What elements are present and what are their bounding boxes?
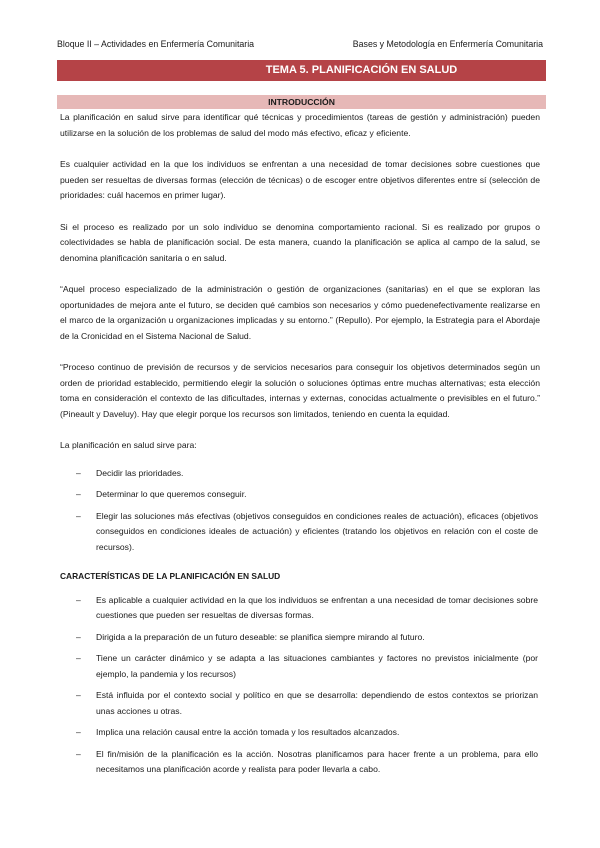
header-right: Bases y Metodología en Enfermería Comunitaria xyxy=(352,39,543,49)
list-item xyxy=(60,688,540,719)
body-content xyxy=(60,110,540,792)
list-item xyxy=(60,725,540,741)
dash-bullet: – xyxy=(76,748,81,759)
dash-bullet: – xyxy=(76,489,81,499)
list-item-text: Dirigida a la preparación de un futuro deseable: se planifica siempre mirando al futuro. xyxy=(96,631,425,642)
dash-bullet: – xyxy=(76,631,81,642)
uses-list xyxy=(60,466,540,556)
list-item-text: El fin/misión de la planificación es la acción. Nosotras planificamos para hacer frente a un problema, para ello necesitamos una planificación acorde y realista para poder llevarla a cabo. xyxy=(96,748,538,774)
dash-bullet: – xyxy=(76,594,81,605)
list-item xyxy=(60,747,540,778)
list-item-text: Es aplicable a cualquier actividad en la que los individuos se enfrentan a una necesidad de tomar decisiones sobre cuestiones que pueden ser resueltas de diversas formas. xyxy=(96,594,538,620)
list-item-text: Determinar lo que queremos conseguir. xyxy=(96,489,247,499)
list-item xyxy=(60,593,540,624)
dash-bullet: – xyxy=(76,727,81,737)
paragraph: “Aquel proceso especializado de la administración o gestión de organizaciones (sanitarias) en el que se exploran las oportunidades de mejora ante el futuro, se deciden qué cambios son necesarios y cómo puedenefectivamente realizarse en el marco de la organización u organizaciones implicadas y su entorno.” (Repullo). Por ejemplo, la Estrategia para el Abordaje de la Cronicidad en el Sistema Nacional de Salud. xyxy=(60,284,540,341)
list-item xyxy=(60,630,540,646)
dash-bullet: – xyxy=(76,690,81,700)
list-item-text: Está influida por el contexto social y político en que se desarrolla: dependiendo de estos contextos se priorizan unas acciones u otras. xyxy=(96,690,538,716)
section-heading-introduccion: INTRODUCCIÓN xyxy=(57,95,546,109)
running-header xyxy=(57,37,543,51)
paragraph: Es cualquier actividad en la que los individuos se enfrentan a una necesidad de tomar decisiones sobre cuestiones que pueden ser resueltas de diversas formas (elección de técnicas) o de escoger entre objetivos diferentes entre sí (selección de prioridades: cuál hacemos en primer lugar). xyxy=(60,159,540,200)
list-item-text: Decidir las prioridades. xyxy=(96,467,184,478)
list-item-text: Elegir las soluciones más efectivas (objetivos conseguidos en condiciones reales de actuación), eficaces (objetivos conseguidos en condiciones ideales de actuación) y eficientes (tratando los objetivos en relación con el coste de recursos). xyxy=(96,510,538,552)
dash-bullet: – xyxy=(76,467,81,478)
list-item xyxy=(60,466,540,482)
dash-bullet: – xyxy=(76,653,81,663)
paragraph: La planificación en salud sirve para: xyxy=(60,440,197,450)
chapter-title: TEMA 5. PLANIFICACIÓN EN SALUD xyxy=(265,64,458,76)
list-item xyxy=(60,487,540,503)
header-left: Bloque II – Actividades en Enfermería Comunitaria xyxy=(57,39,255,49)
paragraph: “Proceso continuo de previsión de recursos y de servicios necesarios para conseguir los objetivos determinados según un orden de prioridad establecido, permitiendo elegir la solución o soluciones óptimas entre muchas alternativas; esta elección toma en consideración el contexto de las dificultades, internas y externas, conocidas actualmente o previsibles en el futuro.” (Pineault y Daveluy). Hay que elegir porque los recursos son limitados, teniendo en cuenta la equidad. xyxy=(60,362,540,419)
characteristics-list xyxy=(60,593,540,778)
list-item xyxy=(60,651,540,682)
chapter-title-bar xyxy=(57,60,546,81)
list-item-text: Implica una relación causal entre la acción tomada y los resultados alcanzados. xyxy=(96,727,400,737)
dash-bullet: – xyxy=(76,510,81,521)
paragraph: La planificación en salud sirve para identificar qué técnicas y procedimientos (tareas de gestión y administración) pueden utilizarse en la solución de los problemas de salud del modo más efectivo, eficaz y eficiente. xyxy=(60,112,540,138)
list-item xyxy=(60,509,540,556)
paragraph: Si el proceso es realizado por un solo individuo se denomina comportamiento racional. Si es realizado por grupos o colectividades se habla de planificación social. De esta manera, cuando la planificación se aplica al campo de la salud, se denomina planificación sanitaria o en salud. xyxy=(60,221,540,263)
characteristics-heading: CARACTERÍSTICAS DE LA PLANIFICACIÓN EN SALUD xyxy=(60,571,281,581)
list-item-text: Tiene un carácter dinámico y se adapta a las situaciones cambiantes y factores no previstos inicialmente (por ejemplo, la pandemia y los recursos) xyxy=(96,653,538,679)
